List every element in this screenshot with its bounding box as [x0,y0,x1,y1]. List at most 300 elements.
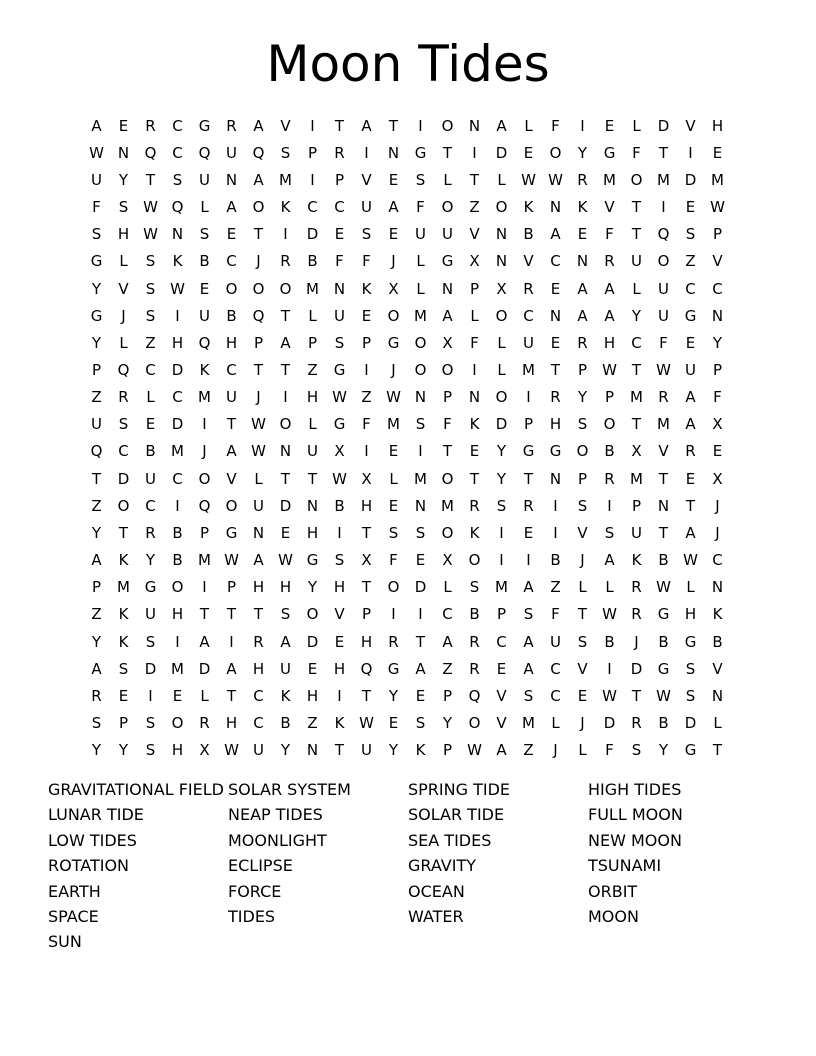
grid-letter[interactable]: D [657,116,670,135]
grid-letter[interactable]: S [118,659,129,678]
grid-letter[interactable]: O [468,551,481,570]
grid-letter[interactable]: E [523,143,534,162]
grid-letter[interactable]: S [280,605,291,624]
grid-letter[interactable]: T [361,578,372,597]
grid-letter[interactable]: D [495,415,508,434]
grid-letter[interactable]: F [551,605,560,624]
grid-letter[interactable]: K [415,741,426,760]
grid-letter[interactable]: O [603,415,616,434]
grid-letter[interactable]: H [306,686,319,705]
grid-letter[interactable]: G [225,523,238,542]
grid-letter[interactable]: R [523,496,534,515]
grid-letter[interactable]: M [522,360,535,379]
grid-letter[interactable]: V [226,469,237,488]
grid-letter[interactable]: N [549,306,562,325]
grid-letter[interactable]: I [337,686,342,705]
grid-letter[interactable]: S [145,741,156,760]
grid-letter[interactable]: G [657,605,670,624]
grid-letter[interactable]: P [604,388,615,407]
grid-letter[interactable]: A [226,659,237,678]
grid-letter[interactable]: M [657,415,670,434]
grid-letter[interactable]: J [256,252,261,271]
grid-letter[interactable]: W [467,741,482,760]
grid-letter[interactable]: L [497,333,506,352]
grid-letter[interactable]: S [469,578,480,597]
grid-letter[interactable]: O [225,496,238,515]
grid-letter[interactable]: K [469,523,480,542]
grid-letter[interactable]: Z [91,388,102,407]
grid-letter[interactable]: E [685,333,696,352]
grid-letter[interactable]: Y [145,551,156,570]
grid-letter[interactable]: O [495,198,508,217]
grid-letter[interactable]: T [388,116,399,135]
grid-letter[interactable]: J [553,741,558,760]
grid-letter[interactable]: T [550,360,561,379]
grid-letter[interactable]: T [199,605,210,624]
grid-letter[interactable]: U [199,306,210,325]
grid-letter[interactable]: I [148,686,153,705]
grid-letter[interactable]: H [333,659,346,678]
grid-letter[interactable]: I [553,496,558,515]
grid-letter[interactable]: L [416,252,425,271]
grid-letter[interactable]: K [712,605,723,624]
grid-letter[interactable]: V [577,659,588,678]
grid-letter[interactable]: T [631,198,642,217]
grid-letter[interactable]: S [145,632,156,651]
grid-letter[interactable]: K [523,198,534,217]
grid-letter[interactable]: A [253,170,264,189]
grid-letter[interactable]: E [712,143,723,162]
grid-letter[interactable]: N [306,741,319,760]
grid-letter[interactable]: G [306,551,319,570]
grid-letter[interactable]: L [578,578,587,597]
grid-letter[interactable]: J [391,360,396,379]
grid-letter[interactable]: J [715,523,720,542]
grid-letter[interactable]: X [631,442,642,461]
grid-letter[interactable]: C [334,198,345,217]
grid-letter[interactable]: R [604,469,615,488]
grid-letter[interactable]: C [145,496,156,515]
grid-letter[interactable]: X [496,279,507,298]
grid-letter[interactable]: Q [117,360,130,379]
grid-letter[interactable]: N [414,496,427,515]
grid-letter[interactable]: E [604,116,615,135]
grid-letter[interactable]: L [632,279,641,298]
grid-letter[interactable]: R [388,632,399,651]
grid-letter[interactable]: A [604,306,615,325]
grid-letter[interactable]: E [469,442,480,461]
grid-letter[interactable]: T [361,523,372,542]
grid-letter[interactable]: O [306,605,319,624]
grid-letter[interactable]: N [414,388,427,407]
grid-letter[interactable]: P [712,225,723,244]
grid-letter[interactable]: E [199,279,210,298]
grid-letter[interactable]: Z [361,388,372,407]
grid-letter[interactable]: L [308,306,317,325]
grid-letter[interactable]: A [577,306,588,325]
grid-letter[interactable]: F [362,415,371,434]
grid-letter[interactable]: Z [91,496,102,515]
grid-letter[interactable]: L [146,388,155,407]
grid-letter[interactable]: S [145,714,156,733]
grid-letter[interactable]: O [387,578,400,597]
grid-letter[interactable]: A [253,551,264,570]
grid-letter[interactable]: I [499,551,504,570]
grid-letter[interactable]: X [469,252,480,271]
grid-letter[interactable]: H [684,605,697,624]
grid-letter[interactable]: J [121,306,126,325]
grid-letter[interactable]: X [442,333,453,352]
grid-letter[interactable]: M [414,306,427,325]
grid-letter[interactable]: J [580,551,585,570]
grid-letter[interactable]: J [256,388,261,407]
grid-letter[interactable]: H [549,415,562,434]
grid-letter[interactable]: I [553,523,558,542]
grid-letter[interactable]: E [550,279,561,298]
grid-letter[interactable]: D [306,225,319,244]
grid-letter[interactable]: E [577,686,588,705]
grid-letter[interactable]: N [252,523,265,542]
grid-letter[interactable]: M [657,170,670,189]
grid-letter[interactable]: C [118,442,129,461]
grid-letter[interactable]: M [117,578,130,597]
grid-letter[interactable]: S [172,170,183,189]
grid-letter[interactable]: E [712,442,723,461]
grid-letter[interactable]: W [224,551,239,570]
grid-letter[interactable]: G [90,306,103,325]
grid-letter[interactable]: H [306,388,319,407]
grid-letter[interactable]: X [388,279,399,298]
grid-letter[interactable]: R [280,252,291,271]
grid-letter[interactable]: L [497,360,506,379]
grid-letter[interactable]: M [630,469,643,488]
grid-letter[interactable]: E [685,469,696,488]
grid-letter[interactable]: B [307,252,318,271]
grid-letter[interactable]: V [577,523,588,542]
grid-letter[interactable]: Y [91,333,102,352]
grid-letter[interactable]: E [388,442,399,461]
grid-letter[interactable]: N [549,198,562,217]
grid-letter[interactable]: S [91,225,102,244]
grid-letter[interactable]: B [469,605,480,624]
grid-letter[interactable]: A [577,279,588,298]
grid-letter[interactable]: T [334,741,345,760]
grid-letter[interactable]: M [414,469,427,488]
grid-letter[interactable]: O [414,333,427,352]
grid-letter[interactable]: G [333,360,346,379]
grid-letter[interactable]: S [145,252,156,271]
grid-letter[interactable]: J [391,252,396,271]
grid-letter[interactable]: T [631,225,642,244]
grid-letter[interactable]: I [499,523,504,542]
grid-letter[interactable]: W [656,686,671,705]
grid-letter[interactable]: W [656,578,671,597]
grid-letter[interactable]: A [550,225,561,244]
grid-letter[interactable]: O [576,442,589,461]
grid-letter[interactable]: R [658,388,669,407]
grid-letter[interactable]: P [91,578,102,597]
grid-letter[interactable]: F [470,333,479,352]
grid-letter[interactable]: K [118,605,129,624]
grid-letter[interactable]: C [442,605,453,624]
grid-letter[interactable]: I [310,116,315,135]
grid-letter[interactable]: H [252,659,265,678]
grid-letter[interactable]: C [172,143,183,162]
grid-letter[interactable]: O [171,578,184,597]
grid-letter[interactable]: S [415,714,426,733]
grid-letter[interactable]: S [496,496,507,515]
grid-letter[interactable]: O [630,170,643,189]
grid-letter[interactable]: W [710,198,725,217]
grid-letter[interactable]: M [171,659,184,678]
grid-letter[interactable]: I [283,388,288,407]
grid-letter[interactable]: Y [658,741,669,760]
grid-letter[interactable]: Z [550,578,561,597]
grid-letter[interactable]: U [307,442,318,461]
grid-letter[interactable]: P [361,605,372,624]
grid-letter[interactable]: W [143,225,158,244]
grid-letter[interactable]: P [496,605,507,624]
grid-letter[interactable]: E [523,523,534,542]
grid-letter[interactable]: M [198,388,211,407]
grid-letter[interactable]: A [604,279,615,298]
grid-letter[interactable]: U [253,496,264,515]
grid-letter[interactable]: U [145,469,156,488]
grid-letter[interactable]: B [658,714,669,733]
grid-letter[interactable]: U [280,659,291,678]
grid-letter[interactable]: L [551,714,560,733]
grid-letter[interactable]: G [603,143,616,162]
grid-letter[interactable]: H [603,333,616,352]
grid-letter[interactable]: U [361,198,372,217]
grid-letter[interactable]: X [712,415,723,434]
grid-letter[interactable]: T [469,170,480,189]
grid-letter[interactable]: W [683,551,698,570]
grid-letter[interactable]: Z [442,659,453,678]
grid-letter[interactable]: L [443,170,452,189]
grid-letter[interactable]: S [280,143,291,162]
grid-letter[interactable]: N [306,496,319,515]
grid-letter[interactable]: B [604,632,615,651]
grid-letter[interactable]: T [280,360,291,379]
grid-letter[interactable]: K [280,686,291,705]
grid-letter[interactable]: S [577,632,588,651]
grid-letter[interactable]: L [578,741,587,760]
grid-letter[interactable]: H [252,578,265,597]
grid-letter[interactable]: I [688,143,693,162]
grid-letter[interactable]: I [175,632,180,651]
grid-letter[interactable]: W [332,388,347,407]
grid-letter[interactable]: M [198,551,211,570]
grid-letter[interactable]: P [226,578,237,597]
grid-letter[interactable]: I [310,170,315,189]
grid-letter[interactable]: J [634,632,639,651]
grid-letter[interactable]: O [441,198,454,217]
grid-letter[interactable]: A [91,551,102,570]
grid-letter[interactable]: Y [91,741,102,760]
grid-letter[interactable]: T [658,469,669,488]
grid-letter[interactable]: T [469,469,480,488]
grid-letter[interactable]: O [252,279,265,298]
grid-letter[interactable]: I [364,442,369,461]
grid-letter[interactable]: N [171,225,184,244]
grid-letter[interactable]: S [334,333,345,352]
grid-letter[interactable]: N [333,279,346,298]
grid-letter[interactable]: F [362,252,371,271]
grid-letter[interactable]: P [577,469,588,488]
grid-letter[interactable]: W [656,360,671,379]
grid-letter[interactable]: K [118,551,129,570]
grid-letter[interactable]: A [523,659,534,678]
grid-letter[interactable]: E [361,306,372,325]
grid-letter[interactable]: R [685,442,696,461]
grid-letter[interactable]: B [658,632,669,651]
grid-letter[interactable]: A [388,198,399,217]
grid-letter[interactable]: N [117,143,130,162]
grid-letter[interactable]: F [713,388,722,407]
grid-letter[interactable]: I [283,225,288,244]
grid-letter[interactable]: U [91,415,102,434]
grid-letter[interactable]: R [469,659,480,678]
grid-letter[interactable]: P [577,360,588,379]
grid-letter[interactable]: M [711,170,724,189]
grid-letter[interactable]: H [225,333,238,352]
grid-letter[interactable]: U [523,333,534,352]
grid-letter[interactable]: D [279,496,292,515]
grid-letter[interactable]: W [251,442,266,461]
grid-letter[interactable]: R [226,116,237,135]
grid-letter[interactable]: N [441,279,454,298]
grid-letter[interactable]: L [200,198,209,217]
grid-letter[interactable]: B [550,551,561,570]
grid-letter[interactable]: R [91,686,102,705]
grid-letter[interactable]: T [280,469,291,488]
grid-letter[interactable]: R [469,496,480,515]
grid-letter[interactable]: R [118,388,129,407]
grid-letter[interactable]: A [685,415,696,434]
grid-letter[interactable]: F [335,252,344,271]
grid-letter[interactable]: O [117,496,130,515]
grid-letter[interactable]: I [202,578,207,597]
grid-letter[interactable]: V [361,170,372,189]
grid-letter[interactable]: G [387,333,400,352]
grid-letter[interactable]: H [171,333,184,352]
grid-letter[interactable]: L [713,714,722,733]
grid-letter[interactable]: I [337,523,342,542]
grid-letter[interactable]: F [389,551,398,570]
grid-letter[interactable]: X [334,442,345,461]
grid-letter[interactable]: U [685,360,696,379]
grid-letter[interactable]: B [226,306,237,325]
grid-letter[interactable]: M [495,578,508,597]
grid-letter[interactable]: A [442,632,453,651]
grid-letter[interactable]: F [605,741,614,760]
grid-letter[interactable]: I [391,605,396,624]
grid-letter[interactable]: W [89,143,104,162]
grid-letter[interactable]: E [388,714,399,733]
grid-letter[interactable]: X [361,551,372,570]
grid-letter[interactable]: J [715,496,720,515]
grid-letter[interactable]: U [658,306,669,325]
grid-letter[interactable]: G [414,143,427,162]
grid-letter[interactable]: L [308,415,317,434]
grid-letter[interactable]: N [495,252,508,271]
grid-letter[interactable]: P [307,143,318,162]
grid-letter[interactable]: D [117,469,130,488]
grid-letter[interactable]: F [605,225,614,244]
grid-letter[interactable]: U [145,605,156,624]
grid-letter[interactable]: Y [118,170,129,189]
grid-letter[interactable]: V [280,116,291,135]
grid-letter[interactable]: I [175,306,180,325]
grid-letter[interactable]: U [631,523,642,542]
grid-letter[interactable]: N [576,252,589,271]
grid-letter[interactable]: B [658,551,669,570]
grid-letter[interactable]: G [684,306,697,325]
grid-letter[interactable]: O [468,714,481,733]
grid-letter[interactable]: R [145,523,156,542]
grid-letter[interactable]: J [580,714,585,733]
grid-letter[interactable]: X [442,551,453,570]
grid-letter[interactable]: R [334,143,345,162]
grid-letter[interactable]: Y [307,578,318,597]
grid-letter[interactable]: A [280,632,291,651]
grid-letter[interactable]: R [631,578,642,597]
grid-letter[interactable]: T [631,360,642,379]
grid-letter[interactable]: O [441,116,454,135]
grid-letter[interactable]: U [361,741,372,760]
grid-letter[interactable]: N [711,306,724,325]
grid-letter[interactable]: T [685,496,696,515]
grid-letter[interactable]: P [442,388,453,407]
grid-letter[interactable]: F [443,415,452,434]
grid-letter[interactable]: H [117,225,130,244]
grid-letter[interactable]: C [145,360,156,379]
grid-letter[interactable]: S [685,686,696,705]
grid-letter[interactable]: Q [252,306,265,325]
grid-letter[interactable]: S [631,741,642,760]
grid-letter[interactable]: S [118,415,129,434]
grid-letter[interactable]: I [526,388,531,407]
grid-letter[interactable]: A [199,632,210,651]
grid-letter[interactable]: B [145,442,156,461]
grid-letter[interactable]: V [469,225,480,244]
grid-letter[interactable]: D [198,659,211,678]
grid-letter[interactable]: P [91,360,102,379]
grid-letter[interactable]: T [118,523,129,542]
grid-letter[interactable]: V [496,686,507,705]
grid-letter[interactable]: C [685,279,696,298]
grid-letter[interactable]: U [442,225,453,244]
grid-letter[interactable]: T [226,686,237,705]
grid-letter[interactable]: T [253,605,264,624]
grid-letter[interactable]: H [306,523,319,542]
grid-letter[interactable]: A [523,632,534,651]
grid-letter[interactable]: Q [198,333,211,352]
grid-letter[interactable]: I [202,415,207,434]
grid-letter[interactable]: C [631,333,642,352]
grid-letter[interactable]: R [631,605,642,624]
grid-letter[interactable]: K [334,714,345,733]
grid-letter[interactable]: R [199,714,210,733]
grid-letter[interactable]: A [226,198,237,217]
grid-letter[interactable]: E [118,686,129,705]
grid-letter[interactable]: A [253,116,264,135]
grid-letter[interactable]: O [387,306,400,325]
grid-letter[interactable]: T [226,605,237,624]
grid-letter[interactable]: F [416,198,425,217]
grid-letter[interactable]: T [523,469,534,488]
